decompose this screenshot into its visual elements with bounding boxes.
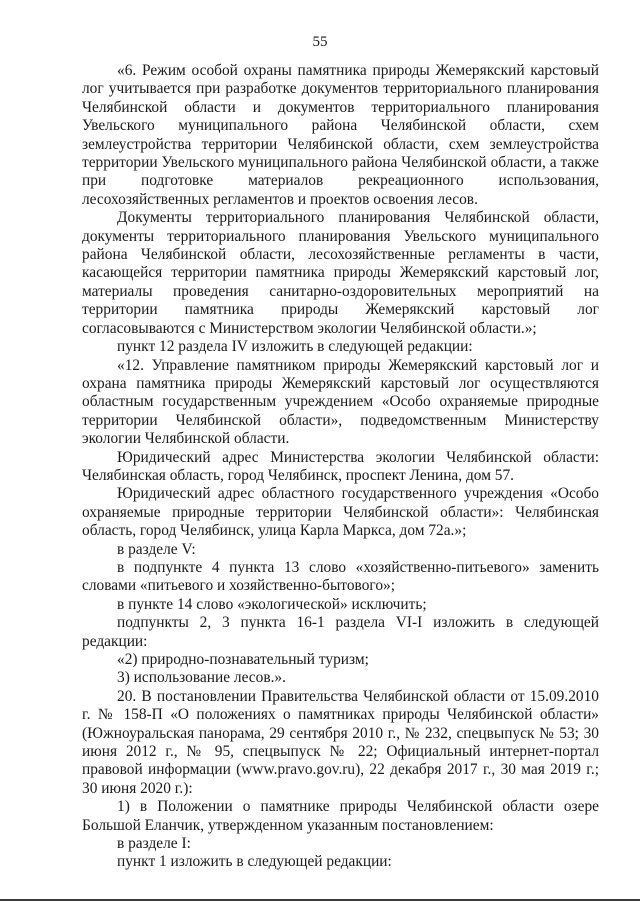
paragraph: 20. В постановлении Правительства Челябинской области от 15.09.2010 г. № 158-П «О положениях о памятниках природы Челябинской области» (Южноуральская панорама, 29 сентября 2010 г., № 232, спецвыпуск № 53; 30 июня 2012 г., № 95, спецвыпуск № 22; Официальный интернет-портал правовой информации (www.pravo.gov.ru), 22 декабря 2017 г., 30 мая 2019 г.; 30 июня 2020 г.): xyxy=(82,687,599,797)
document-body xyxy=(82,62,599,872)
paragraph: пункт 1 изложить в следующей редакции: xyxy=(117,853,392,871)
paragraph: пункт 12 раздела IV изложить в следующей редакции: xyxy=(117,338,473,356)
paragraph: «6. Режим особой охраны памятника природы Жемерякский карстовый лог учитывается при разработке документов территориального планирования Челябинской области и документов территориального планирования Увельского муниципального района Челябинской области, схем землеустройства территории Челябинской области, схем землеустройства территории Увельского муниципального района Челябинской области, а также при подготовке материалов рекреационного использования, лесохозяйственных регламентов и проектов освоения лесов. xyxy=(82,62,599,208)
paragraph: в подпункте 4 пункта 13 слово «хозяйственно-питьевого» заменить словами «питьевого и хозяйственно-бытового»; xyxy=(82,558,599,595)
paragraph: подпункты 2, 3 пункта 16-1 раздела VI-I изложить в следующей редакции: xyxy=(82,614,599,650)
bottom-edge-line xyxy=(0,899,640,901)
paragraph: в разделе V: xyxy=(117,540,196,558)
paragraph: Юридический адрес областного государственного учреждения «Особо охраняемые природные территории Челябинской области»: Челябинская область, город Челябинск, улица Карла Маркса, дом 72а.»; xyxy=(82,485,599,540)
paragraph: 1) в Положении о памятнике природы Челябинской области озере Большой Еланчик, утвержденном указанным постановлением: xyxy=(82,798,599,834)
paragraph: 3) использование лесов.». xyxy=(117,669,286,687)
paragraph: в пункте 14 слово «экологической» исключить; xyxy=(117,595,427,613)
paragraph: «2) природно-познавательный туризм; xyxy=(117,651,369,668)
page-number: 55 xyxy=(312,34,328,50)
paragraph: Документы территориального планирования Челябинской области, документы территориального планирования Увельского муниципального района Челябинской области, лесохозяйственные регламенты в части, касающейся территории памятника природы Жемерякский карстовый лог, материалы проведения санитарно-оздоровительных мероприятий на территории памятника природы Жемерякский карстовый лог согласовываются с Министерством экологии Челябинской области.»; xyxy=(82,209,599,337)
paragraph: «12. Управление памятником природы Жемерякский карстовый лог и охрана памятника природы Жемерякский карстовый лог осуществляются областным государственным учреждением «Особо охраняемые природные территории Челябинской области», подведомственным Министерству экологии Челябинской области. xyxy=(82,356,599,448)
paragraph: Юридический адрес Министерства экологии Челябинской области: Челябинская область, город Челябинск, проспект Ленина, дом 57. xyxy=(82,448,599,484)
paragraph: в разделе I: xyxy=(117,835,191,853)
